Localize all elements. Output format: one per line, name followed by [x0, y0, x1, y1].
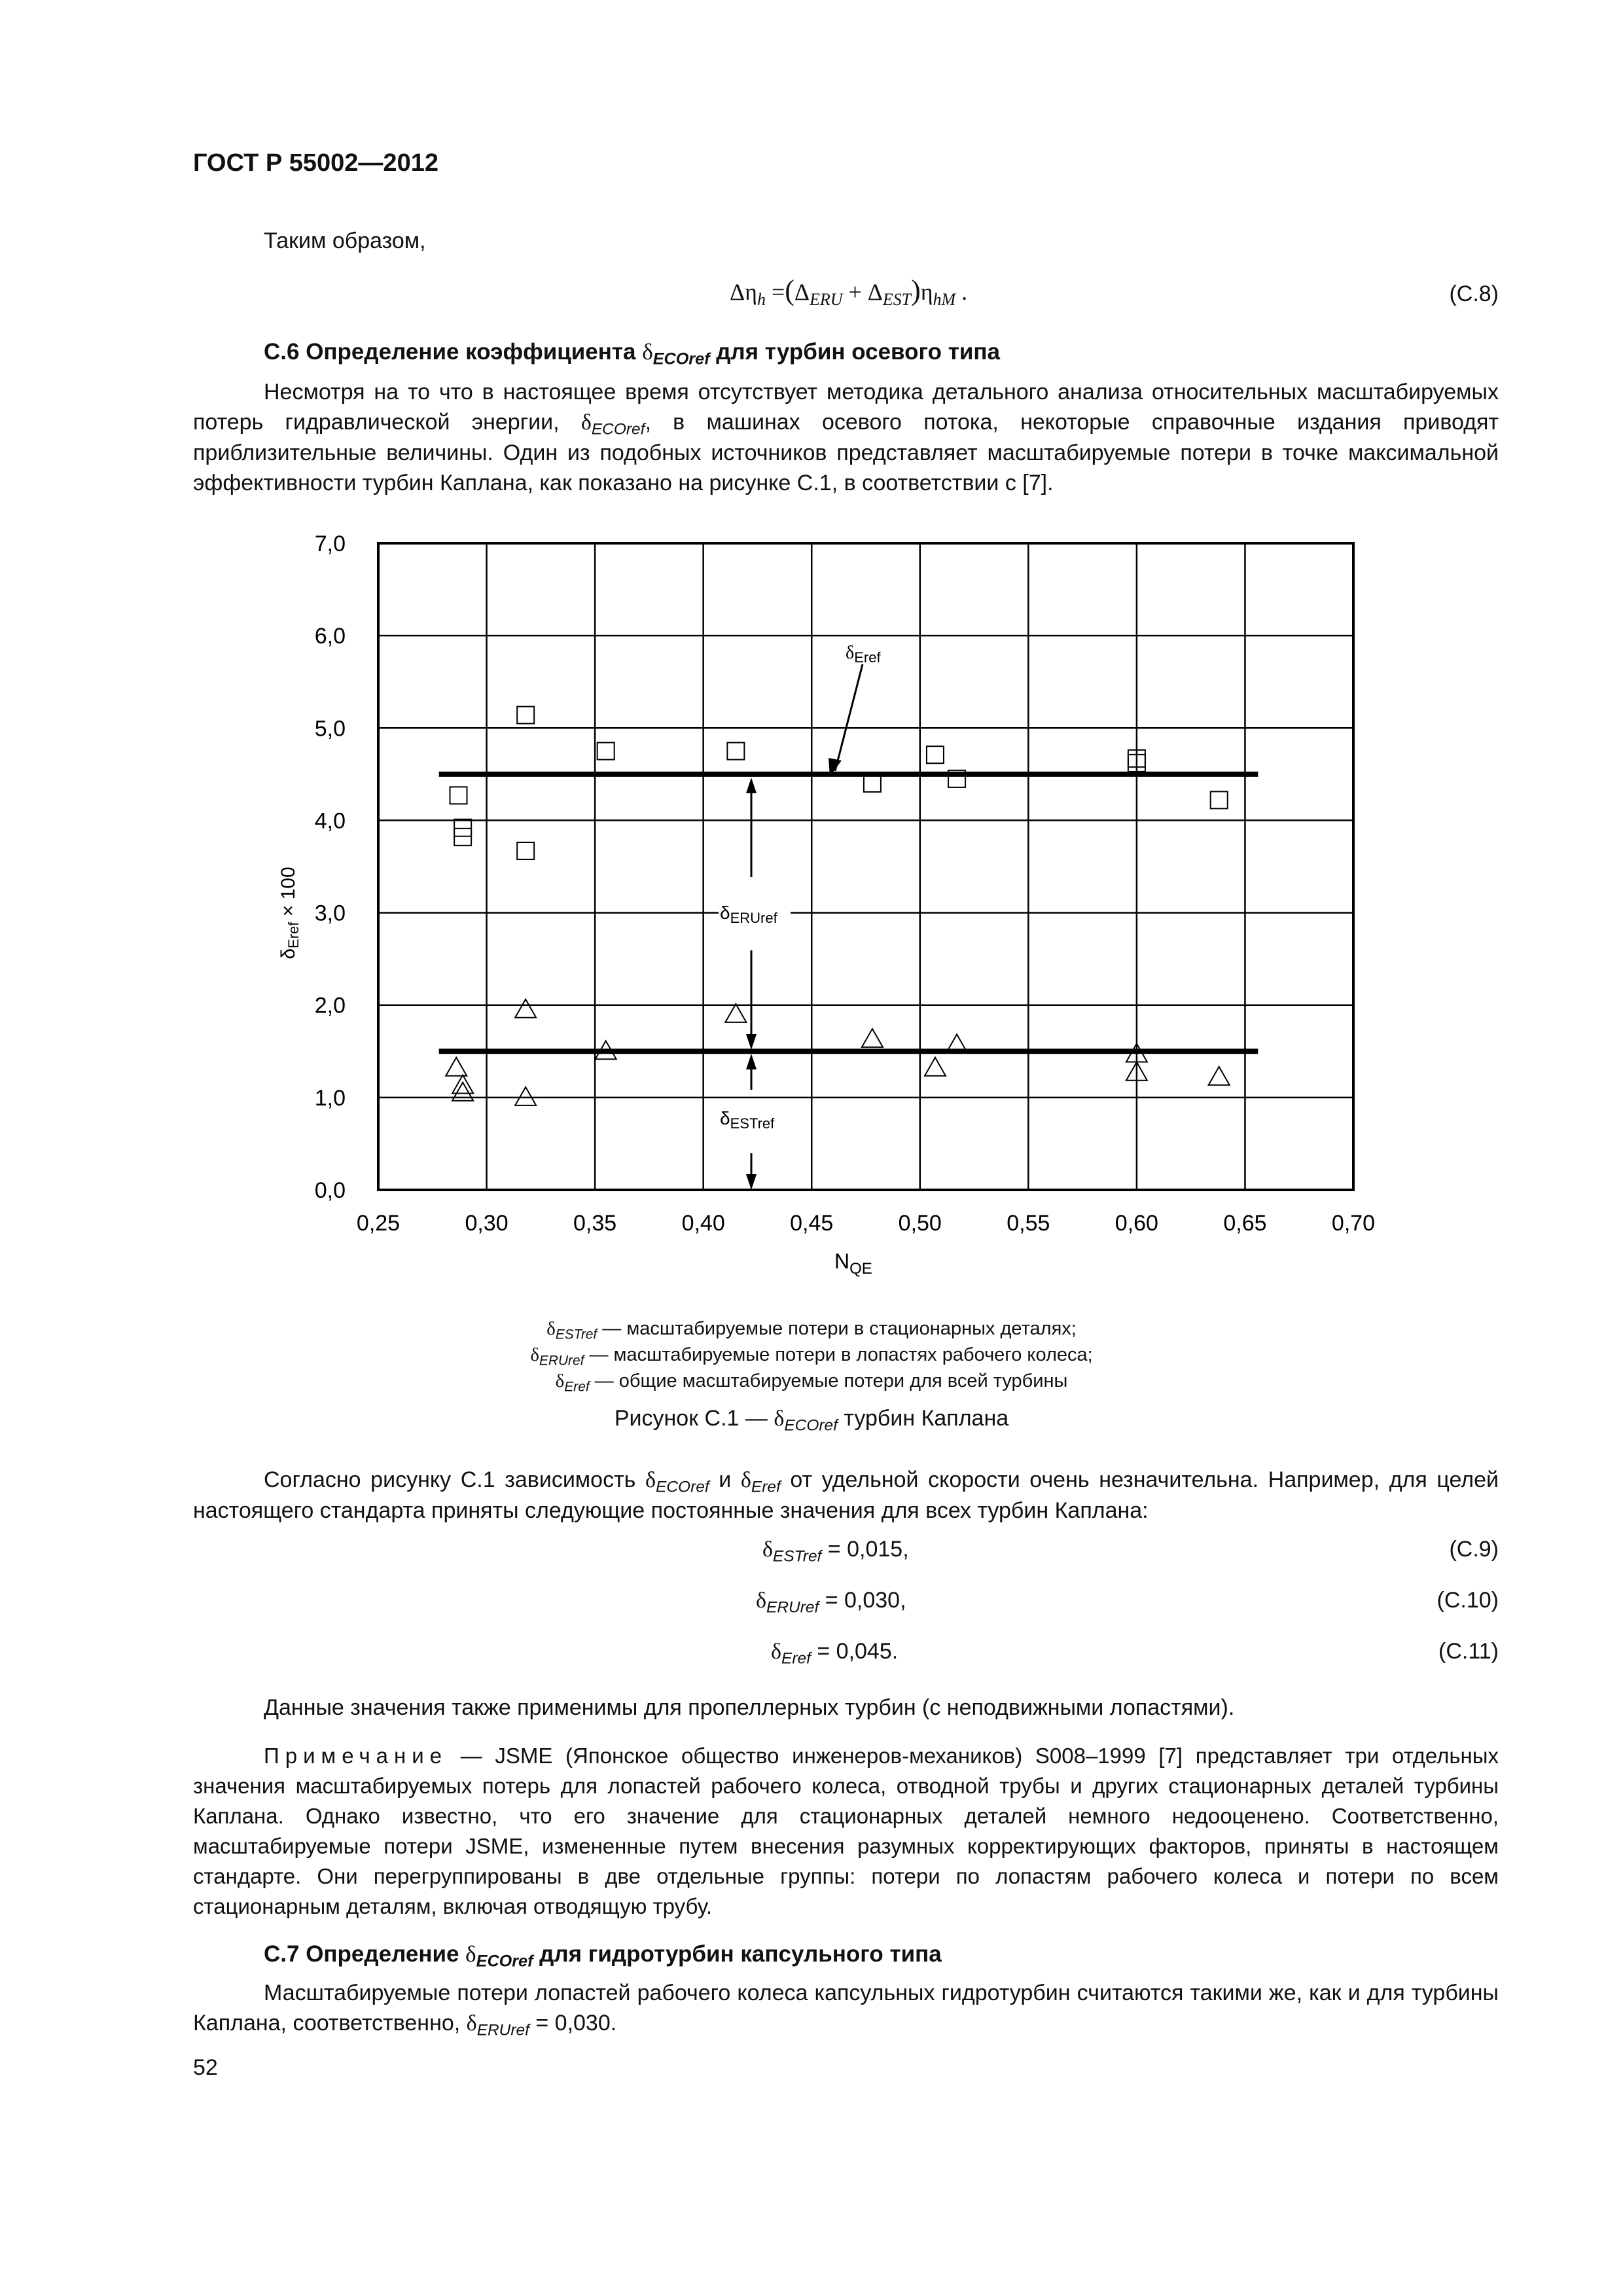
paragraph-text: Согласно рисунку С.1 зависимость [264, 1467, 646, 1492]
equation-number-c11: (С.11) [1438, 1639, 1499, 1664]
heading-symbol: δ [465, 1941, 476, 1967]
legend-text: — масштабируемые потери в лопастях рабочего колеса; [584, 1344, 1093, 1365]
eq-symbol: δ [771, 1640, 782, 1664]
paragraph-text: , в машинах осевого потока, некоторые справочные издания приводят приблизительные величины. Один из подобных источников представляет масштабируемые потери в точке максимальной эффективности турбин Каплана, как показано на рисунке С.1, в соответствии с [7]. [193, 410, 1499, 495]
x-tick-label: 0,70 [1331, 1211, 1376, 1236]
label-delta: δ [720, 1108, 730, 1128]
eq-sub: hM [933, 289, 956, 309]
eq-rparen: ) [911, 274, 921, 306]
legend-line-eruref [0, 1342, 1623, 1368]
figure-legend [0, 1316, 1623, 1394]
heading-sub: ECOref [476, 1952, 533, 1971]
eq-delta: Δ [794, 279, 810, 305]
xlabel-main: N [834, 1249, 850, 1273]
y-tick-label: 7,0 [314, 531, 346, 556]
legend-sub: ESTref [555, 1327, 597, 1342]
arrow-eruref-down-head [746, 1034, 757, 1050]
plot-frame [378, 543, 1353, 1190]
document-header: ГОСТ Р 55002—2012 [193, 149, 438, 177]
symbol: δ [580, 410, 592, 435]
heading-text: для гидротурбин капсульного типа [533, 1941, 942, 1967]
symbol-sub: Eref [751, 1478, 781, 1496]
data-point-square [597, 743, 615, 760]
arrow-eref-line [835, 664, 863, 771]
equation-c9 [762, 1537, 909, 1566]
data-point-square [727, 743, 744, 760]
label-estref [720, 1108, 775, 1132]
eq-sub: ESTref [773, 1547, 822, 1566]
figure-caption [0, 1406, 1623, 1435]
ylabel-symbol: δ [277, 948, 299, 960]
symbol-sub: ECOref [656, 1478, 709, 1496]
caption-text: Рисунок С.1 — [614, 1406, 774, 1431]
eq-sub: ERU [810, 289, 843, 309]
label-delta: δ [720, 903, 730, 923]
data-point-square [517, 842, 534, 859]
section-heading-c7 [264, 1941, 942, 1971]
caption-sub: ECOref [784, 1416, 838, 1435]
paragraph-3: Данные значения также применимы для пропеллерных турбин (с неподвижными лопастями). [264, 1695, 1235, 1720]
label-eref [846, 643, 881, 666]
heading-sub: ECOref [652, 350, 710, 368]
label-sub: ERUref [730, 910, 777, 926]
eq-eta: η [920, 279, 933, 305]
ylabel-sub: Eref [285, 922, 302, 948]
note-label: Примечание [264, 1744, 448, 1768]
legend-text: — общие масштабируемые потери для всей турбины [589, 1371, 1068, 1391]
data-point-triangle [452, 1075, 473, 1094]
label-sub: ESTref [730, 1115, 775, 1132]
caption-symbol: δ [774, 1407, 785, 1431]
eq-delta: Δ [730, 279, 745, 305]
legend-sub: ERUref [539, 1353, 584, 1369]
legend-symbol: δ [530, 1344, 539, 1365]
heading-text: С.6 Определение коэффициента [264, 339, 643, 365]
paragraph-text: и [709, 1467, 741, 1492]
y-tick-label: 6,0 [314, 624, 346, 649]
paragraph-text: Масштабируемые потери лопастей рабочего колеса капсульных гидротурбин считаются такими же, как и для турбины Каплана, соответственно, [193, 1981, 1499, 2036]
data-point-triangle [446, 1058, 467, 1076]
eq-symbol: δ [756, 1588, 767, 1613]
note-text: — JSME (Японское общество инженеров-механиков) S008–1999 [7] представляет три отдельных значения масштабируемых потерь для лопастей рабочего колеса, отводной трубы и других стационарных деталей турбины Каплана. Однако известно, что его значение для стационарных деталей немного недооценено. Соответственно, масштабируемые потери JSME, измененные путем внесения разумных корректирующих факторов, приняты в настоящем стандарте. Они перегруппированы в две отдельные группы: потери по лопастям рабочего колеса и потери по всем стационарным деталям, включая отводящую трубу. [193, 1744, 1499, 1918]
page-number: 52 [193, 2055, 218, 2080]
heading-text: для турбин осевого типа [709, 339, 1000, 365]
data-point-triangle [725, 1004, 746, 1022]
symbol: δ [645, 1468, 656, 1492]
data-point-square [1211, 791, 1228, 808]
data-point-triangle [925, 1058, 946, 1076]
arrow-estref-up-head [746, 1054, 757, 1069]
eq-value: = 0,045. [810, 1639, 899, 1664]
eq-sub: ERUref [766, 1598, 819, 1617]
paragraph-text: от удельной скорости очень незначительна. Например, для целей настоящего стандарта приняты следующие постоянные значения для всех турбин Каплана: [193, 1467, 1499, 1523]
heading-text: С.7 Определение [264, 1941, 466, 1967]
x-tick-label: 0,30 [465, 1211, 508, 1236]
y-tick-label: 2,0 [314, 993, 346, 1018]
eq-sub: h [757, 289, 766, 309]
caption-text: турбин Каплана [837, 1406, 1009, 1431]
x-tick-label: 0,50 [898, 1211, 942, 1236]
data-point-triangle [862, 1029, 883, 1047]
intro-text: Таким образом, [264, 228, 426, 253]
paragraph-text: = 0,030. [529, 2011, 617, 2036]
equation-number-c9: (С.9) [1449, 1537, 1499, 1562]
x-tick-label: 0,60 [1115, 1211, 1158, 1236]
symbol: δ [740, 1468, 751, 1492]
xlabel-sub: QE [849, 1260, 872, 1278]
legend-sub: Eref [564, 1379, 590, 1395]
symbol-sub: ECOref [591, 420, 645, 439]
legend-line-eref [0, 1368, 1623, 1394]
x-tick-label: 0,45 [790, 1211, 834, 1236]
data-point-triangle [515, 999, 536, 1018]
legend-text: — масштабируемые потери в стационарных деталях; [597, 1318, 1077, 1339]
equation-c11 [771, 1639, 899, 1668]
paragraph-text: Несмотря на то что в настоящее время отсутствует методика детального анализа относительных масштабируемых потерь гидравлической энергии, [193, 380, 1499, 435]
equation-c10 [756, 1588, 906, 1617]
eq-equals: = [771, 279, 785, 305]
x-tick-label: 0,65 [1223, 1211, 1267, 1236]
eq-sub: Eref [781, 1649, 811, 1668]
y-tick-label: 0,0 [314, 1178, 346, 1203]
eq-end: . [961, 279, 968, 305]
y-tick-label: 5,0 [314, 716, 346, 742]
data-point-square [927, 746, 944, 763]
paragraph-2 [193, 1465, 1499, 1526]
eq-symbol: δ [762, 1537, 774, 1562]
data-point-triangle [1209, 1067, 1230, 1085]
paragraph-4 [193, 1978, 1499, 2039]
x-axis-label [834, 1249, 872, 1278]
ylabel-suffix: × 100 [277, 867, 299, 922]
eq-lparen: ( [785, 274, 794, 306]
y-tick-label: 1,0 [314, 1085, 346, 1111]
heading-symbol: δ [642, 339, 653, 365]
arrow-eruref-up-head [746, 778, 757, 793]
data-point-square [864, 775, 881, 792]
symbol-sub: ERUref [476, 2021, 529, 2039]
legend-symbol: δ [546, 1318, 556, 1339]
y-tick-label: 3,0 [314, 901, 346, 926]
data-point-square [517, 707, 534, 724]
label-sub: Eref [854, 649, 881, 666]
note-paragraph [193, 1741, 1499, 1922]
legend-line-estref [0, 1316, 1623, 1342]
eq-plus: + [848, 279, 862, 305]
label-delta: δ [846, 643, 855, 663]
data-point-square [450, 787, 467, 804]
y-tick-label: 4,0 [314, 808, 346, 834]
x-tick-label: 0,35 [573, 1211, 617, 1236]
eq-eta: η [745, 279, 757, 305]
eq-sub: EST [882, 289, 912, 309]
arrow-estref-down-head [746, 1174, 757, 1190]
symbol: δ [466, 2011, 477, 2036]
data-point-square [454, 819, 471, 836]
x-tick-label: 0,55 [1007, 1211, 1050, 1236]
eq-delta: Δ [867, 279, 883, 305]
data-point-square [454, 829, 471, 846]
eq-value: = 0,015, [821, 1537, 909, 1562]
legend-symbol: δ [555, 1371, 565, 1391]
x-tick-label: 0,25 [356, 1211, 401, 1236]
eq-value: = 0,030, [819, 1588, 906, 1613]
x-tick-label: 0,40 [681, 1211, 725, 1236]
equation-number-c10: (С.10) [1436, 1588, 1499, 1613]
data-point-triangle [515, 1087, 536, 1105]
equation-number-c8: (С.8) [1449, 281, 1499, 306]
y-axis-label [277, 867, 302, 959]
